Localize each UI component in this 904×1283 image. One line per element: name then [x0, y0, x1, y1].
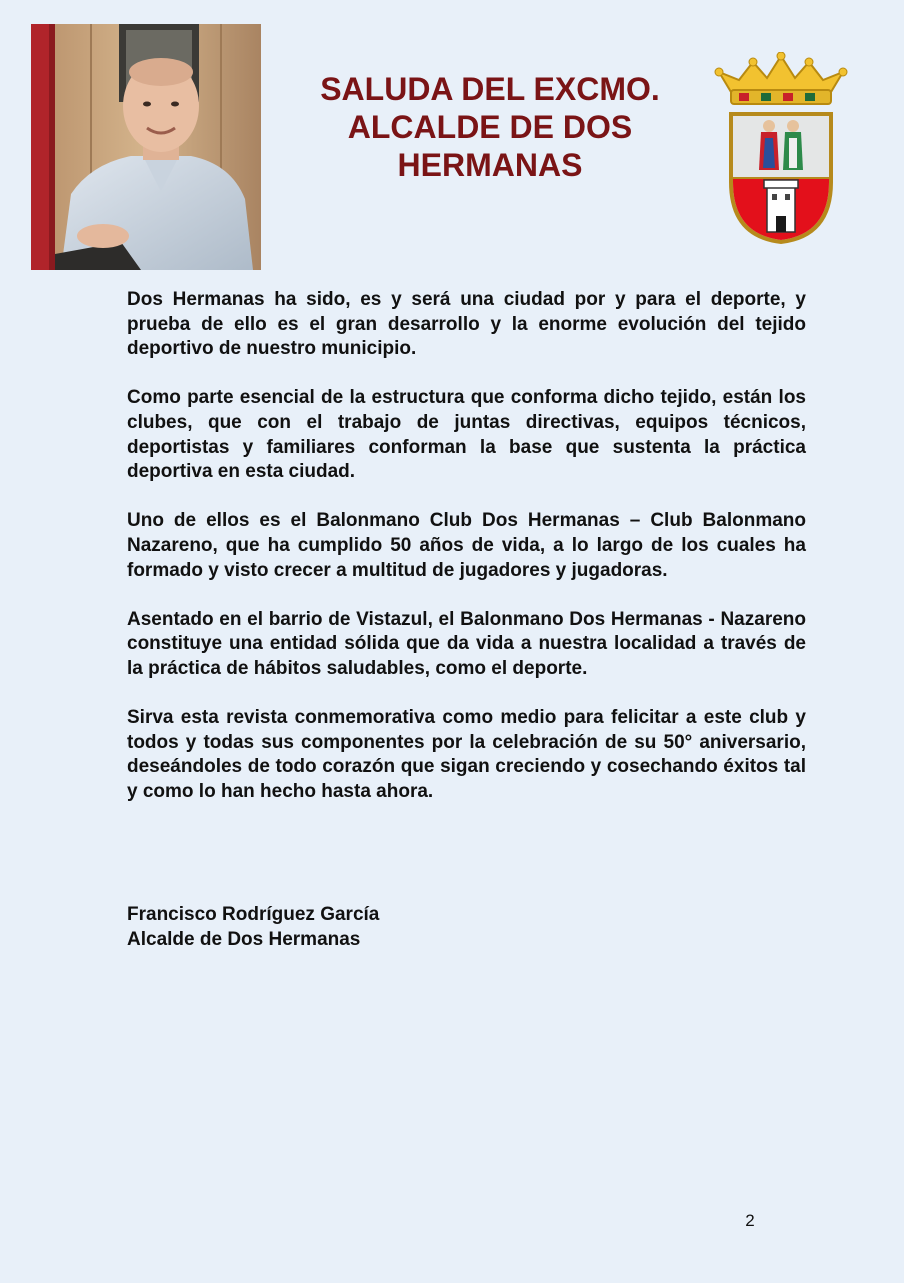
letter-body	[127, 288, 806, 829]
portrait-photo-icon	[31, 24, 261, 270]
paragraph-3: Uno de ellos es el Balonmano Club Dos Hermanas – Club Balonmano Nazareno, que ha cumplido 50 años de vida, a lo largo de los cuales ha formado y visto crecer a multitud de jugadores y jugadoras.	[127, 510, 806, 581]
paragraph-4: Asentado en el barrio de Vistazul, el Balonmano Dos Hermanas - Nazareno constituye una entidad sólida que da vida a nuestra localidad a través de la práctica de hábitos saludables, como el deporte.	[127, 608, 806, 679]
page-number: 2	[745, 1211, 755, 1230]
page-title	[290, 70, 690, 184]
mayor-portrait-photo	[31, 24, 261, 270]
title-line-1: SALUDA DEL EXCMO.	[320, 71, 660, 107]
signature-name: Francisco Rodríguez García	[127, 904, 380, 925]
title-line-2: ALCALDE DE DOS	[347, 109, 633, 145]
paragraph-2: Como parte esencial de la estructura que conforma dicho tejido, están los clubes, que con el trabajo de juntas directivas, equipos técnicos, deportistas y familiares conforman la base que sustenta la práctica deportiva en esta ciudad.	[127, 387, 806, 483]
coat-of-arms	[709, 52, 853, 246]
municipal-coat-of-arms-icon	[709, 52, 853, 246]
signature-block	[127, 902, 379, 952]
paragraph-5: Sirva esta revista conmemorativa como medio para felicitar a este club y todos y todas sus componentes por la celebración de su 50° aniversario, deseándoles de todo corazón que sigan creciendo y cosechando éxitos tal y como lo han hecho hasta ahora.	[127, 707, 806, 802]
title-line-3: HERMANAS	[397, 147, 583, 183]
signature-role: Alcalde de Dos Hermanas	[127, 929, 361, 950]
paragraph-1: Dos Hermanas ha sido, es y será una ciudad por y para el deporte, y prueba de ello es el gran desarrollo y la enorme evolución del tejido deportivo de nuestro municipio.	[127, 289, 806, 360]
